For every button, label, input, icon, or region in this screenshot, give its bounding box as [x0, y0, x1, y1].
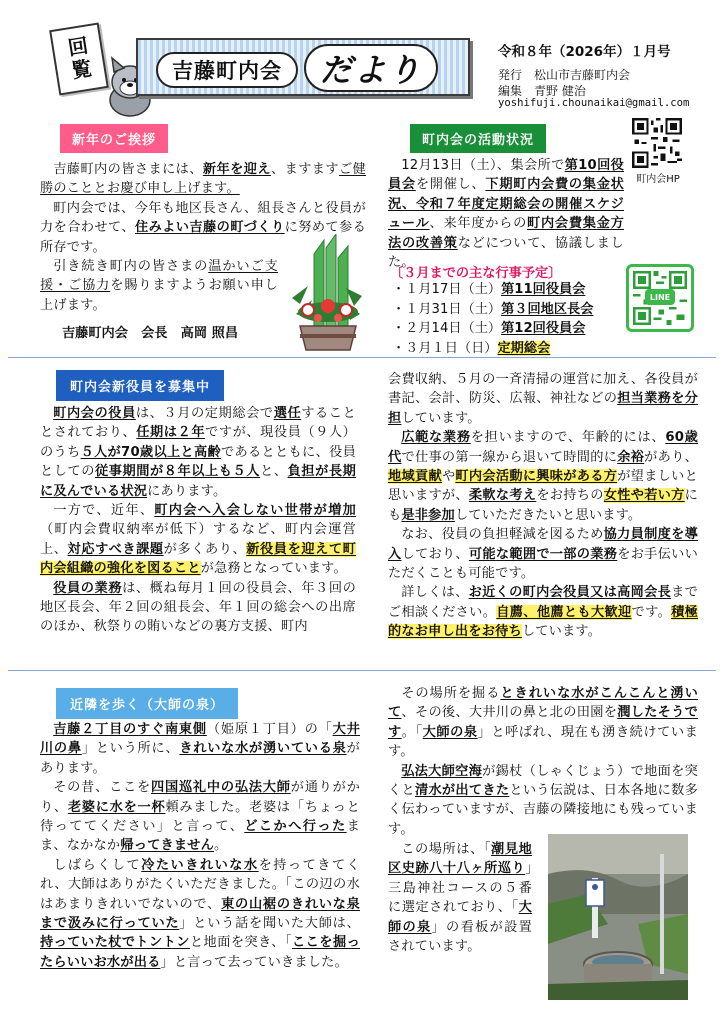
spring-photo	[548, 834, 688, 1000]
recruit-right-column: 会費収納、５月の一斉清掃の運営に加え、各役員が書記、会計、防災、広報、神社などの担当業務を分担しています。 広範な業務を担いますので、年齢的には、60歳代で仕事の第一線から退いて時間的に余裕があり、地域貢献や町内会活動に興味がある方が望ましいと思いますが、柔軟な考えをお持ちの女性や若い方にも是非参加していただきたいと思います。 なお、役員の負担軽減を図るため協力員制度を導入しており、可能な範囲で一部の業務をお手伝いいただくことも可能です。 詳しくは、お近くの町内会役員又は高岡会長までご相談ください。自薦、他薦とも大歓迎です。積極的なお申し出をお待ちしています。	[388, 372, 699, 640]
greeting-heading: 新年のご挨拶	[60, 124, 168, 153]
greeting-body: 吉藤町内の皆さまには、新年を迎え、ますますご健勝のこととお慶び申し上げます。 町内会では、今年も地区長さん、組長さんと役員が力を合わせて、住みよい吉藤の町づくりに努めて参る所存です。 引き続き町内の皆さまの温かいご支援・ご協力を賜りますようお願い申し上げます。	[40, 162, 367, 313]
event-item: ・１月17日（土）第11回役員会	[392, 282, 586, 297]
schedule-title: 〔３月までの主な行事予定〕	[390, 266, 562, 281]
neighborhood-left-column: 吉藤２丁目のすぐ南東側（姫原１丁目）の「大井川の鼻」という所に、きれいな水が湧いている泉があります。 その昔、ここを四国巡礼中の弘法大師が通りがかり、老婆に水を一杯頼みました。老婆は「ちょっと待っててください」と言って、どこかへ行ったまま、なかなか帰ってきません。 しばらくして冷たいきれいな水を持ってきてくれ、大師はありがたくいただきました。「この辺の水はあまりきれいでないので、東の山裾のきれいな泉まで汲みに行っていた」という話を聞いた大師は、持っていた杖でトントンと地面を突き、「ここを掘ったらいいお水が出る」と言って去っていきました。	[40, 722, 361, 970]
editor: 編集 青野 健治	[498, 84, 586, 98]
activity-heading: 町内会の活動状況	[410, 124, 546, 153]
qr-code-hp	[632, 118, 682, 168]
kairan-stamp	[49, 22, 109, 95]
event-item: ・３月１日（日）定期総会	[392, 340, 551, 356]
divider-1	[8, 357, 716, 358]
neighborhood-right-column: その場所を掘るときれいな水がこんこんと湧いて、その後、大井川の鼻と北の田園を潤したそうです。「大師の泉」と呼ばれ、現在も湧き続けています。 弘法大師空海が錫杖（しゃくじょう）で地面を突くと清水が出てきたという伝説は、日本各地に数多く伝わっていますが、吉藤の隣接地にも残っています。	[388, 686, 698, 837]
title-sub: だより	[304, 44, 438, 92]
event-list	[392, 280, 628, 358]
publisher: 発行 松山市吉藤町内会	[498, 68, 631, 82]
kadomatsu-illustration	[286, 234, 370, 352]
qr-hp-label: 町内会HP	[636, 174, 680, 185]
line-logo	[645, 289, 675, 305]
title-main: 吉藤町内会	[156, 52, 298, 88]
neighborhood-right-last: この場所は、「潮見地区史跡八十八ヶ所巡り」三島神社コースの５番に選定されており、「大師の泉」の看板が設置されています。	[388, 842, 532, 955]
recruit-left-column: 町内会の役員は、３月の定期総会で選任することとされており、任期は２年ですが、現役員（９人）のうち５人が70歳以上と高齢であるとともに、役員としての従事期間が８年以上も５人と、負担が長期に及んでいる状況にあります。 一方で、近年、町内会へ入会しない世帯が増加（町内会費収納率が低下）するなど、町内会運営上、対応すべき課題が多くあり、新役員を迎えて町内会組織の強化を図ることが急務となっています。 役員の業務は、概ね毎月１回の役員会、年３回の地区長会、年２回の組長会、年１回の総会への出席のほか、秋祭りの賄いなどの裏方支援、町内	[40, 406, 357, 635]
event-item: ・１月31日（土）第３回地区長会	[392, 301, 594, 317]
greeting-signature: 吉藤町内会 会長 高岡 照昌	[62, 326, 239, 341]
neighborhood-heading: 近隣を歩く（大師の泉）	[56, 688, 238, 719]
activity-body: 12月13日（土）、集会所で第10回役員会を開催し、下期町内会費の集金状況、令和７年度定期総会の開催スケジュール、来年度からの町内会費集金方法の改善策などについて、協議しました。	[388, 158, 625, 271]
event-item: ・２月14日（土）第12回役員会	[392, 321, 586, 337]
email: yoshifuji.chounaikai@gmail.com	[498, 97, 690, 109]
kairan-text: 回覧	[63, 34, 94, 84]
divider-2	[8, 670, 716, 671]
line-label: LINE	[649, 292, 671, 302]
issue-date: 令和８年（2026年）１月号	[498, 44, 671, 60]
recruit-heading: 町内会新役員を募集中	[56, 370, 224, 401]
